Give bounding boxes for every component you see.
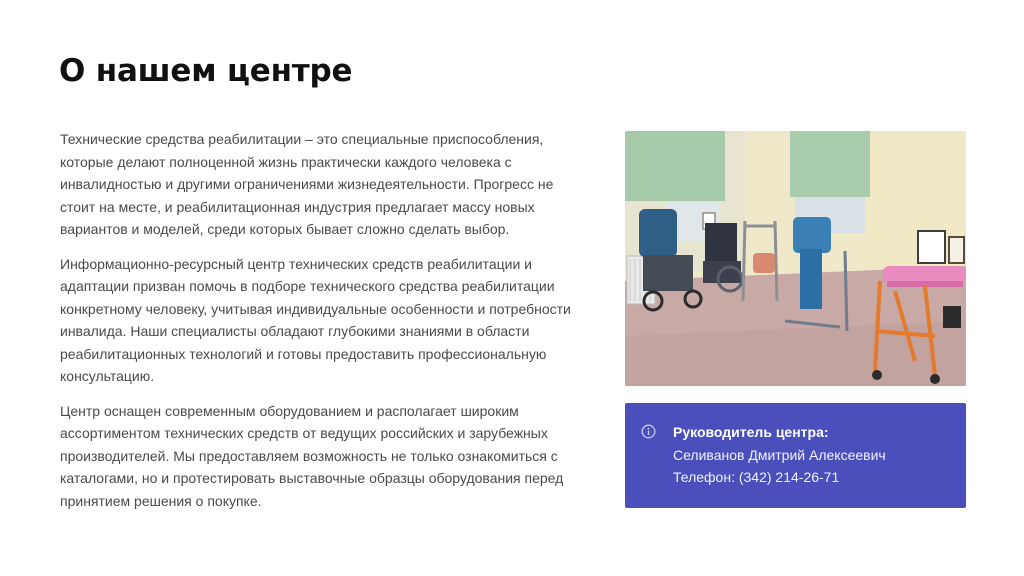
director-phone: Телефон: (342) 214-26-71 [673, 469, 840, 485]
page-title: О нашем центре [59, 53, 353, 89]
director-heading: Руководитель центра: [673, 424, 829, 440]
director-info [673, 421, 886, 489]
showroom-photo [625, 131, 966, 386]
paragraph-2: Информационно-ресурсный центр технических средств реабилитации и адаптации призван помочь в подборе технического средства реабилитации конкретному человеку, учитывая индивидуальные особенности и потребности инвалида. Наши специалисты обладают глубокими знаниями в области реабилитационных технологий и готовы предоставить профессиональную консультацию. [60, 255, 571, 384]
info-circle-icon [641, 424, 656, 439]
about-text [60, 128, 585, 524]
paragraph-1: Технические средства реабилитации – это специальные приспособления, которые делают полноценной жизнь практически каждого человека с инвалидностью и другими ограничениями жизнедеятельности. Прогресс не стоит на месте, и реабилитационная индустрия предлагает массу новых вариантов и моделей, среди которых бывает сложно сделать выбор. [60, 131, 554, 237]
paragraph-3: Центр оснащен современным оборудованием и располагает широким ассортиментом технических средств от ведущих российских и зарубежных производителей. Мы предоставляем возможность не только ознакомиться с каталогами, но и протестировать выставочные образцы оборудования перед принятием решения о покупке. [60, 402, 564, 509]
director-name: Селиванов Дмитрий Алексеевич [673, 446, 886, 463]
